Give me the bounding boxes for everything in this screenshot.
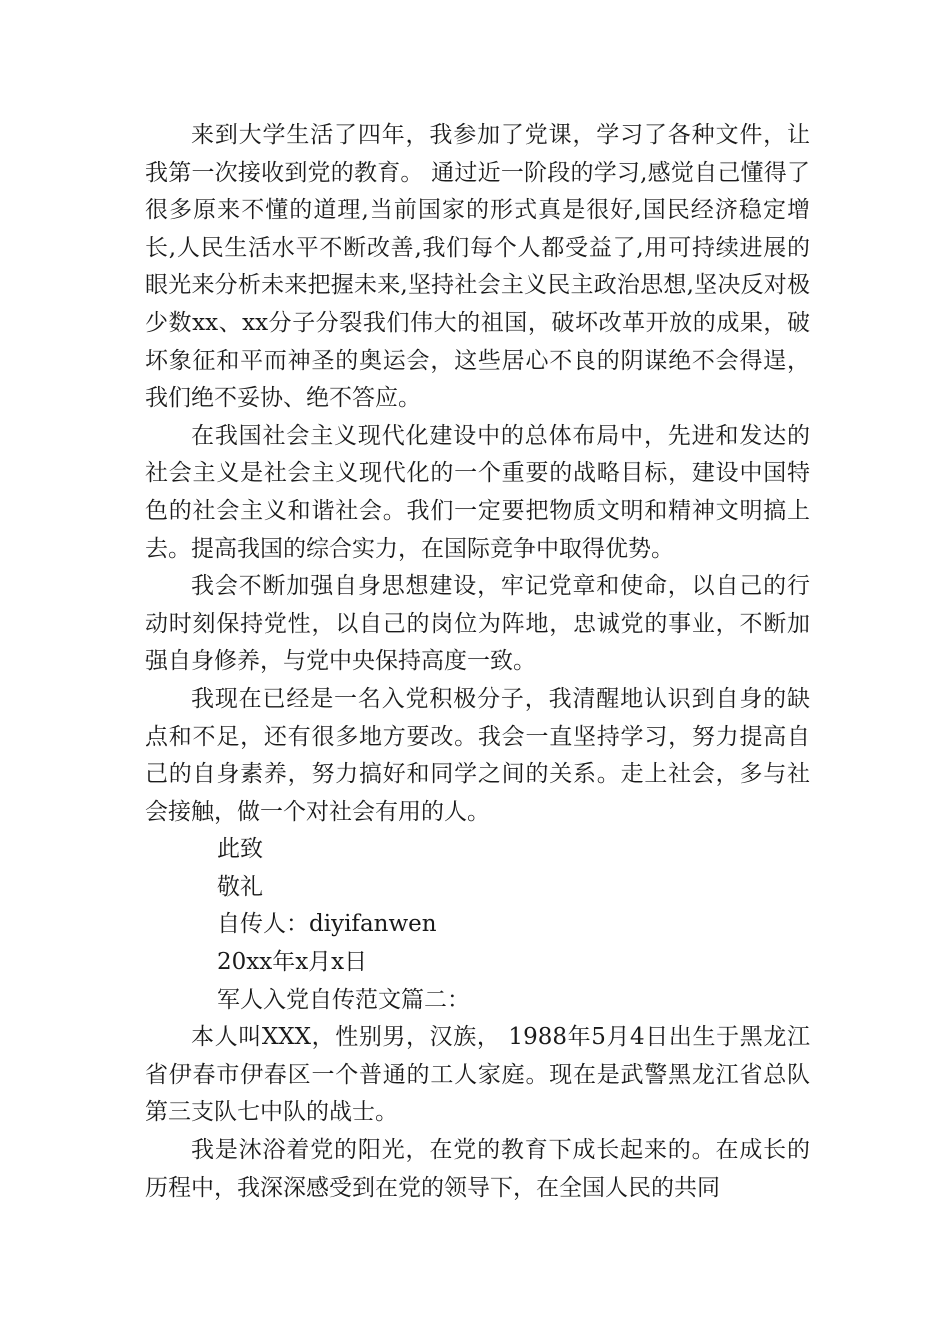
paragraph: 在我国社会主义现代化建设中的总体布局中，先进和发达的社会主义是社会主义现代化的一个重要的战略目标，建设中国特色的社会主义和谐社会。我们一定要把物质文明和精神文明搞上去。提高我国的综合实力，在国际竞争中取得优势。 xyxy=(145,422,810,562)
paragraph: 本人叫XXX，性别男，汉族， 1988年5月4日出生于黑龙江省伊春市伊春区一个普通的工人家庭。现在是武警黑龙江省总队第三支队七中队的战士。 xyxy=(145,1024,810,1126)
date-line: 20xx年x月x日 xyxy=(217,949,368,976)
document-body xyxy=(145,117,810,1207)
closing-line: 此致 xyxy=(217,836,263,863)
paragraph: 我现在已经是一名入党积极分子，我清醒地认识到自身的缺点和不足，还有很多地方要改。我会一直坚持学习，努力提高自己的自身素养，努力搞好和同学之间的关系。走上社会，多与社会接触，做一个对社会有用的人。 xyxy=(145,685,810,825)
signature-line: 自传人：diyifanwen xyxy=(217,911,437,938)
paragraph: 来到大学生活了四年，我参加了党课，学习了各种文件，让我第一次接收到党的教育。 通过近一阶段的学习,感觉自己懂得了很多原来不懂的道理,当前国家的形式真是很好,国民经济稳定增长,人民生活水平不断改善,我们每个人都受益了,用可持续进展的眼光来分析未来把握未来,坚持社会主义民主政治思想,坚决反对极少数xx、xx分子分裂我们伟大的祖国，破坏改革开放的成果，破坏象征和平而神圣的奥运会，这些居心不良的阴谋绝不会得逞，我们绝不妥协、绝不答应。 xyxy=(145,122,810,412)
paragraph: 我会不断加强自身思想建设，牢记党章和使命，以自己的行动时刻保持党性，以自己的岗位为阵地，忠诚党的事业，不断加强自身修养，与党中央保持高度一致。 xyxy=(145,573,810,675)
salute-line: 敬礼 xyxy=(217,873,263,900)
section-title: 军人入党自传范文篇二： xyxy=(217,986,470,1013)
paragraph: 我是沐浴着党的阳光，在党的教育下成长起来的。在成长的历程中，我深深感受到在党的领导下，在全国人民的共同 xyxy=(145,1137,810,1201)
